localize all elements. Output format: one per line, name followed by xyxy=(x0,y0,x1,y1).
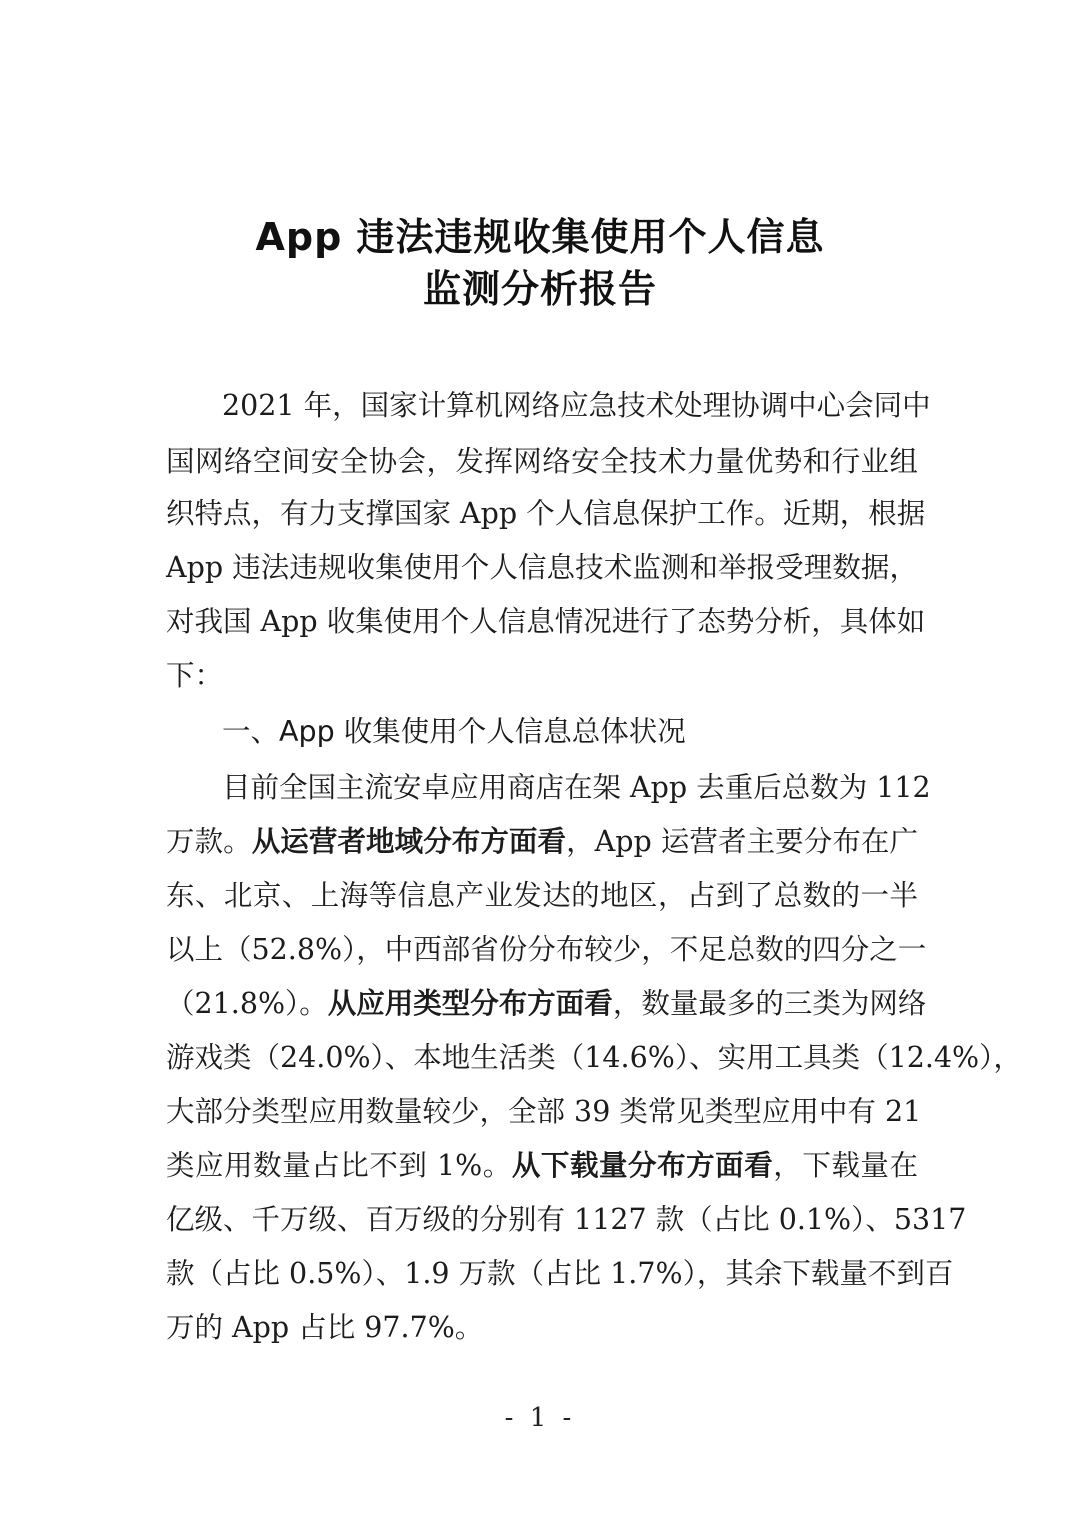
paragraph-line xyxy=(166,1038,1022,1078)
intro-line: 织特点，有力支撑国家 App 个人信息保护工作。近期，根据 xyxy=(166,497,926,530)
paragraph-line xyxy=(166,984,927,1024)
text-run: ，下载量在 xyxy=(773,1149,918,1182)
text-run: 款（占比 0.5%）、1.9 万款（占比 1.7%），其余下载量不到百 xyxy=(166,1257,954,1290)
paragraph-line xyxy=(166,876,918,916)
paragraph-line xyxy=(166,1200,967,1240)
text-run: 万的 App 占比 97.7%。 xyxy=(166,1311,484,1344)
intro-line: App 违法违规收集使用个人信息技术监测和举报受理数据， xyxy=(166,551,918,584)
document-title-line-2: 监测分析报告 xyxy=(422,267,657,311)
paragraph-line xyxy=(166,1146,918,1186)
paragraph-line xyxy=(166,1092,922,1132)
document-title-line-1: App 违法违规收集使用个人信息 xyxy=(255,215,825,259)
intro-line: 下： xyxy=(166,659,224,692)
text-run: 目前全国主流安卓应用商店在架 App 去重后总数为 112 xyxy=(222,771,931,804)
text-run: 游戏类（24.0%）、本地生活类（14.6%）、实用工具类（12.4%）， xyxy=(166,1041,1022,1074)
text-run: ，App 运营者主要分布在广 xyxy=(566,825,918,858)
paragraph-line xyxy=(222,768,931,808)
text-run: 万款。 xyxy=(166,825,252,858)
intro-line: 国网络空间安全协会，发挥网络安全技术力量优势和行业组 xyxy=(166,445,918,478)
text-run: 亿级、千万级、百万级的分别有 1127 款（占比 0.1%）、5317 xyxy=(166,1203,967,1236)
paragraph-line xyxy=(166,822,918,862)
bold-phrase: 从运营者地域分布方面看 xyxy=(251,825,567,858)
intro-line: 2021 年，国家计算机网络应急技术处理协调中心会同中 xyxy=(222,389,931,422)
section-heading: 一、App 收集使用个人信息总体状况 xyxy=(222,715,686,748)
intro-line: 对我国 App 收集使用个人信息情况进行了态势分析，具体如 xyxy=(166,605,926,638)
paragraph-line xyxy=(166,1254,954,1294)
page-number: - 1 - xyxy=(504,1403,576,1433)
text-run: 类应用数量占比不到 1%。 xyxy=(166,1149,512,1182)
text-run: 大部分类型应用数量较少，全部 39 类常见类型应用中有 21 xyxy=(166,1095,922,1128)
paragraph-line xyxy=(166,930,927,970)
text-run: 以上（52.8%），中西部省份分布较少，不足总数的四分之一 xyxy=(166,933,927,966)
paragraph-line xyxy=(166,1308,918,1348)
text-run: （21.8%）。 xyxy=(166,987,328,1020)
text-run: 东、北京、上海等信息产业发达的地区，占到了总数的一半 xyxy=(166,879,918,912)
text-run: ，数量最多的三类为网络 xyxy=(612,987,927,1020)
bold-phrase: 从下载量分布方面看 xyxy=(511,1149,774,1182)
bold-phrase: 从应用类型分布方面看 xyxy=(327,987,613,1020)
